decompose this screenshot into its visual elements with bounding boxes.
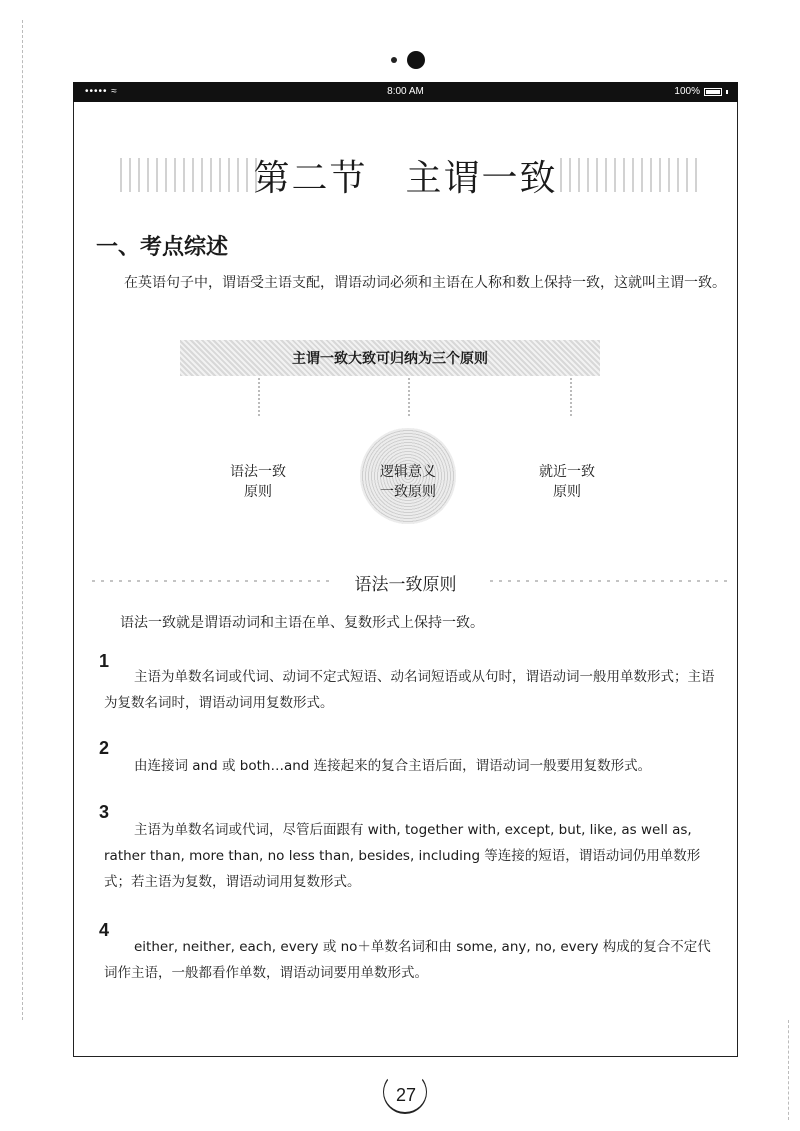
diagram-connector bbox=[258, 378, 260, 416]
subsection-heading: 语法一致原则 bbox=[354, 575, 457, 595]
rule-number: 1 bbox=[99, 651, 110, 671]
battery-percent: 100% bbox=[674, 86, 700, 97]
diagram-connector bbox=[408, 378, 410, 416]
grammar-intro: 语法一致就是谓语动词和主语在单、复数形式上保持一致。 bbox=[120, 615, 484, 631]
rule-text: 主语为单数名词或代词，尽管后面跟有 with, together with, except, but, like, as well as, rather than, more than, no less than, besides, including 等连接的短语，谓语动词仍用单数形式；若主语为复数，谓语动词用复数形式。 bbox=[104, 822, 701, 890]
rule-number: 3 bbox=[99, 802, 110, 822]
diagram-connector bbox=[570, 378, 572, 416]
rule-number: 4 bbox=[99, 920, 110, 940]
diagram-node-proximity bbox=[512, 462, 622, 502]
rule-item bbox=[104, 817, 718, 895]
rule-item bbox=[104, 753, 718, 779]
status-time: 8:00 AM bbox=[387, 86, 424, 97]
scan-margin-line bbox=[788, 1020, 789, 1120]
node-label: 一致原则 bbox=[380, 484, 436, 500]
node-label: 原则 bbox=[553, 484, 581, 500]
node-label: 就近一致 bbox=[539, 464, 595, 480]
diagram-node-grammar bbox=[203, 462, 313, 502]
scan-margin-line bbox=[22, 20, 23, 1020]
camera-sensor-icon bbox=[391, 57, 397, 63]
rule-text: 由连接词 and 或 both…and 连接起来的复合主语后面，谓语动词一般要用复数形式。 bbox=[134, 758, 652, 774]
battery-icon bbox=[704, 88, 722, 96]
camera-icon bbox=[407, 51, 425, 69]
rule-number: 2 bbox=[99, 738, 110, 758]
section-heading: 一、考点综述 bbox=[96, 235, 229, 260]
battery-tip-icon bbox=[726, 90, 728, 94]
signal-wifi-icon: ••••• ≈ bbox=[85, 86, 118, 97]
diagram-title: 主谓一致大致可归纳为三个原则 bbox=[292, 351, 488, 367]
rule-item bbox=[104, 664, 718, 716]
rule-text: 主语为单数名词或代词、动词不定式短语、动名词短语或从句时，谓语动词一般用单数形式；主语为复数名词时，谓语动词用复数形式。 bbox=[104, 669, 715, 711]
page-title: 第二节 主谓一致 bbox=[253, 158, 558, 199]
diagram-node-logic bbox=[353, 462, 463, 502]
rule-item bbox=[104, 934, 718, 986]
node-label: 原则 bbox=[244, 484, 272, 500]
page-number: 27 bbox=[395, 1085, 417, 1105]
rule-text: either, neither, each, every 或 no＋单数名词和由 some, any, no, every 构成的复合不定代词作主语，一般都看作单数，谓语动词要用单数形式。 bbox=[104, 939, 711, 981]
battery-indicator bbox=[674, 86, 728, 97]
node-label: 语法一致 bbox=[230, 464, 286, 480]
node-label: 逻辑意义 bbox=[380, 464, 436, 480]
intro-paragraph: 在英语句子中，谓语受主语支配，谓语动词必须和主语在人称和数上保持一致，这就叫主谓一致。 bbox=[124, 275, 726, 291]
status-bar bbox=[73, 82, 738, 102]
